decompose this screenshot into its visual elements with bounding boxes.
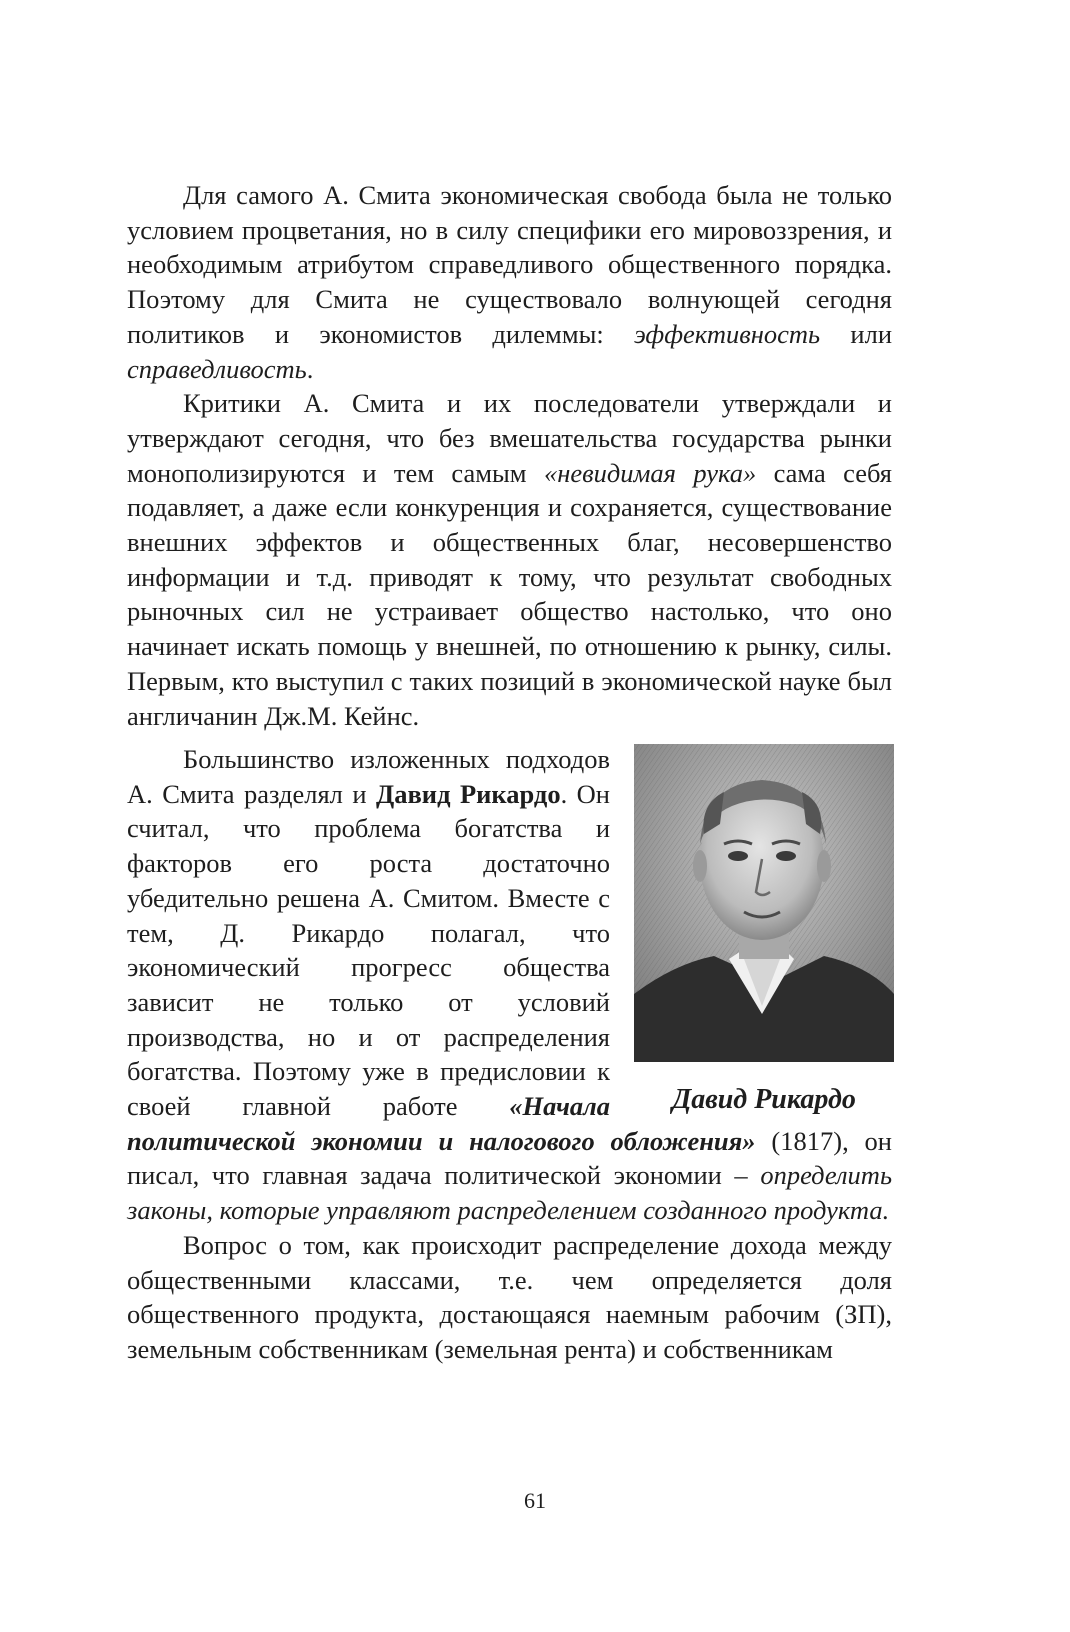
paragraph-critics: Критики А. Смита и их последователи утверждали и утверждают сегодня, что без вмешательства государства рынки монополизируются и тем самым «невидимая рука» сама себя подавляет, а даже если конкуренция и сохраняется, существование внешних эффектов и общественных благ, несовершенство информации и т.д. приводят к тому, что результат свободных рыночных сил не устраивает общество настолько, что оно начинает искать помощь у внешней, по отношению к рынку, силы. Первым, кто выступил с таких позиций в экономической науке был англичанин Дж.М. Кейнс. (127, 388, 892, 731)
paragraph-ricardo: Большинство изложенных подходов А. Смита разделял и Давид Рикардо. Он считал, что проблема богатства и факторов его роста достаточно убедительно решена А. Смитом. Вместе с тем, Д. Рикардо полагал, что экономический прогресс общества зависит не только от условий производства, но и от распределения богатства. Поэтому уже в предисловии к своей главной работе «Начала политической экономии и налогового обложения» (1817), он писал, что главная задача политической экономии – определить законы, которые управляют распределением созданного продукта. (127, 744, 892, 1226)
portrait-caption: Давид Рикардо (672, 1084, 856, 1115)
ricardo-portrait (634, 744, 894, 1062)
page-number: 61 (524, 1488, 546, 1513)
bold-italic-book-title: «Начала политической экономии и налогового обложения» (127, 1091, 756, 1156)
bold-ricardo-name: Давид Рикардо (376, 778, 561, 809)
paragraph-distribution: Вопрос о том, как происходит распределение дохода между общественными классами, т.е. чем определяется доля общественного продукта, достающаяся наемным рабочим (ЗП), земельным собственникам (земельная рента) и собственникам (127, 1229, 892, 1364)
italic-invisible-hand: «невидимая рука» (543, 457, 757, 488)
portrait-engraving (634, 744, 894, 1062)
italic-efficiency: эффективность (634, 318, 821, 349)
italic-task-definition: определить законы, которые управляют распределением созданного продукта. (127, 1160, 892, 1226)
italic-justice: справедливость (127, 353, 307, 384)
paragraph-smith-freedom: Для самого А. Смита экономическая свобода была не только условием процветания, но в силу специфики его мировоззрения, и необходимым атрибутом справедливого общественного порядка. Поэтому для Смита не существовало волнующей сегодня политиков и экономистов дилеммы: эффективность или справедливость. (127, 180, 892, 384)
text-section-top (127, 178, 892, 733)
